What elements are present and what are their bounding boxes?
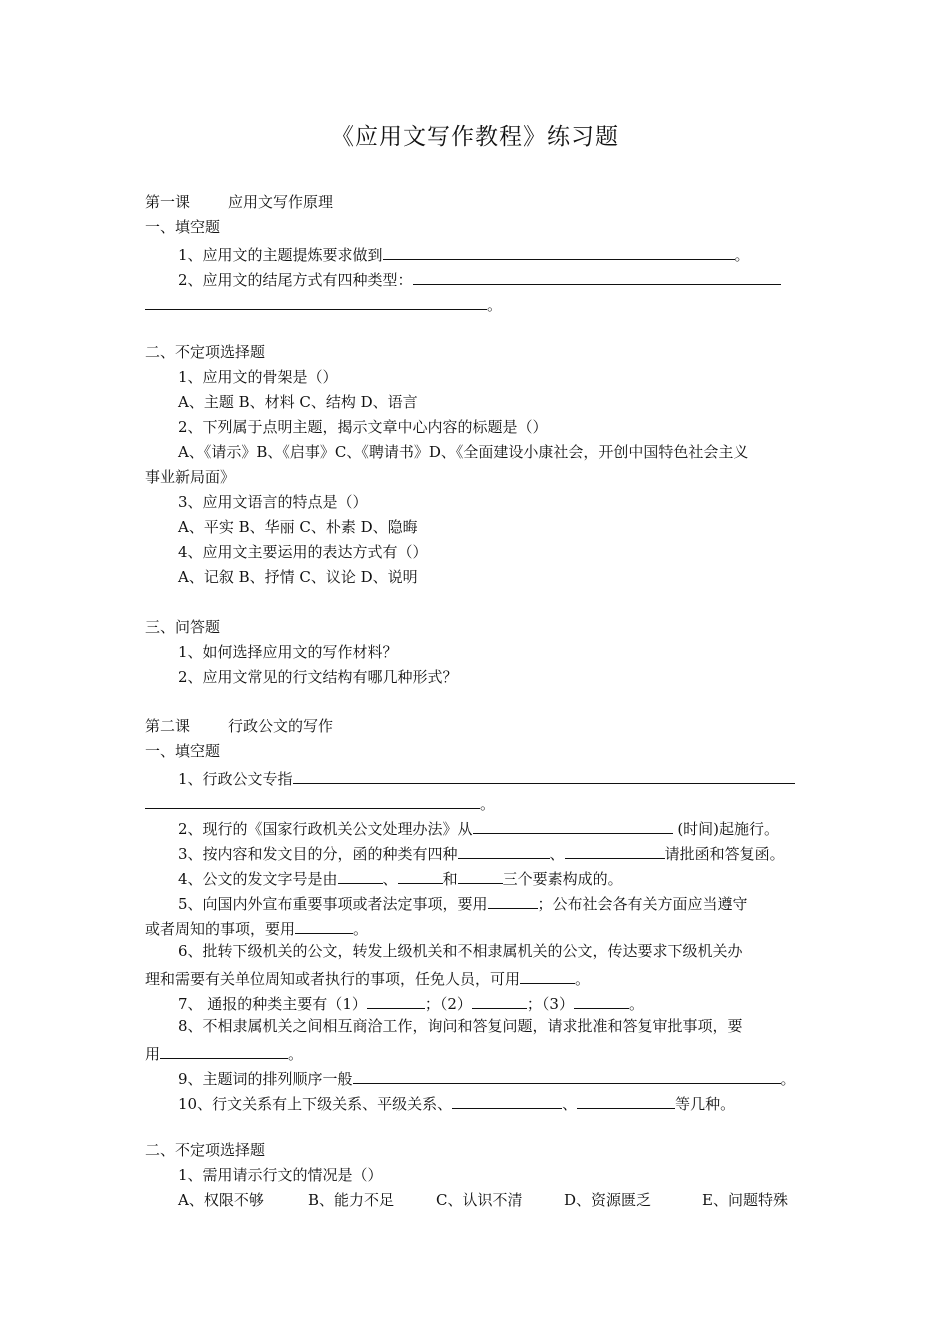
l2-fill-q1-cont: 。 — [145, 791, 810, 814]
answer-blank[interactable] — [383, 242, 735, 260]
l2-choice-heading: 二、不定项选择题 — [145, 1141, 266, 1159]
l2-fill-q4: 4、公文的发文字号是由 、 和 三个要素构成的。 — [178, 866, 810, 889]
lesson1-header — [145, 192, 810, 212]
l2-fill-q5: 5、向国内外宣布重要事项或者法定事项，要用 ；公布社会各有关方面应当遵守 — [178, 891, 810, 914]
answer-blank[interactable] — [452, 1091, 562, 1109]
answer-blank[interactable] — [458, 866, 503, 884]
l1-choice-q1: 1、应用文的骨架是（） — [178, 368, 338, 386]
answer-blank[interactable] — [353, 1066, 781, 1084]
l2-choice-q1: 1、需用请示行文的情况是（） — [178, 1166, 383, 1184]
answer-blank[interactable] — [458, 841, 550, 859]
lesson1-label: 第一课 — [145, 193, 191, 211]
option-d: D、资源匮乏 — [564, 1191, 652, 1209]
l1-choice-q2: 2、下列属于点明主题，揭示文章中心内容的标题是（） — [178, 418, 548, 436]
l2-fill-heading: 一、填空题 — [145, 742, 221, 760]
answer-blank[interactable] — [472, 991, 527, 1009]
option-a: A、权限不够 — [178, 1191, 264, 1209]
answer-blank[interactable] — [413, 267, 781, 285]
l1-choice-q4-options: A、记叙 B、抒情 C、议论 D、说明 — [178, 568, 418, 586]
l1-fill-q2-cont: 。 — [145, 292, 810, 315]
l2-fill-q8-cont: 用 。 — [145, 1041, 810, 1064]
answer-blank[interactable] — [293, 766, 795, 784]
l1-choice-q1-options: A、主题 B、材料 C、结构 D、语言 — [178, 393, 418, 411]
l2-fill-q2: 2、现行的《国家行政机关公文处理办法》从 (时间)起施行。 — [178, 816, 810, 839]
answer-blank[interactable] — [145, 292, 487, 310]
answer-blank[interactable] — [398, 866, 443, 884]
answer-blank[interactable] — [160, 1041, 288, 1059]
l2-choice-q1-options — [178, 1190, 810, 1210]
lesson2-header — [145, 716, 810, 736]
answer-blank[interactable] — [574, 991, 629, 1009]
answer-blank[interactable] — [577, 1091, 675, 1109]
answer-blank[interactable] — [145, 791, 480, 809]
l1-qa-heading: 三、问答题 — [145, 618, 221, 636]
answer-blank[interactable] — [367, 991, 425, 1009]
l1-fill-heading: 一、填空题 — [145, 218, 221, 236]
document-title: 《应用文写作教程》练习题 — [331, 124, 619, 150]
l2-fill-q6: 6、批转下级机关的公文，转发上级机关和不相隶属机关的公文，传达要求下级机关办 — [178, 942, 743, 960]
l2-fill-q3: 3、按内容和发文目的分，函的种类有四种 、 请批函和答复函。 — [178, 841, 810, 864]
l1-choice-heading: 二、不定项选择题 — [145, 343, 266, 361]
answer-blank[interactable] — [295, 916, 353, 934]
l2-fill-q8: 8、不相隶属机关之间相互商洽工作，询问和答复问题，请求批准和答复审批事项，要 — [178, 1017, 743, 1035]
l1-qa-q1: 1、如何选择应用文的写作材料？ — [178, 643, 398, 661]
lesson1-title: 应用文写作原理 — [228, 193, 334, 211]
l2-fill-q9: 9、主题词的排列顺序一般 。 — [178, 1066, 810, 1089]
lesson2-title: 行政公文的写作 — [228, 717, 334, 735]
lesson2-label: 第二课 — [145, 717, 191, 735]
answer-blank[interactable] — [488, 891, 538, 909]
option-b: B、能力不足 — [308, 1191, 395, 1209]
l2-fill-q1: 1、行政公文专指 — [178, 766, 810, 789]
l1-choice-q2-options-cont: 事业新局面》 — [145, 468, 236, 486]
answer-blank[interactable] — [473, 816, 673, 834]
l2-fill-q6-cont: 理和需要有关单位周知或者执行的事项，任免人员，可用 。 — [145, 966, 810, 989]
answer-blank[interactable] — [520, 966, 575, 984]
l1-choice-q3: 3、应用文语言的特点是（） — [178, 493, 368, 511]
l2-fill-q7: 7、 通报的种类主要有（1） ；（2） ；（3） 。 — [178, 991, 810, 1014]
answer-blank[interactable] — [338, 866, 383, 884]
l1-choice-q3-options: A、平实 B、华丽 C、朴素 D、隐晦 — [178, 518, 418, 536]
l2-fill-q5-cont: 或者周知的事项，要用 。 — [145, 916, 810, 939]
answer-blank[interactable] — [565, 841, 665, 859]
l1-fill-q1: 1、应用文的主题提炼要求做到 。 — [178, 242, 810, 265]
option-c: C、认识不清 — [436, 1191, 523, 1209]
l1-qa-q2: 2、应用文常见的行文结构有哪几种形式？ — [178, 668, 458, 686]
option-e: E、问题特殊 — [702, 1191, 788, 1209]
l1-fill-q2: 2、应用文的结尾方式有四种类型： — [178, 267, 810, 290]
l1-choice-q2-options: A、《请示》B、《启事》C、《聘请书》D、《全面建设小康社会，开创中国特色社会主义 — [178, 443, 749, 461]
l1-choice-q4: 4、应用文主要运用的表达方式有（） — [178, 543, 428, 561]
l2-fill-q10: 10、行文关系有上下级关系、平级关系、 、 等几种。 — [178, 1091, 810, 1114]
